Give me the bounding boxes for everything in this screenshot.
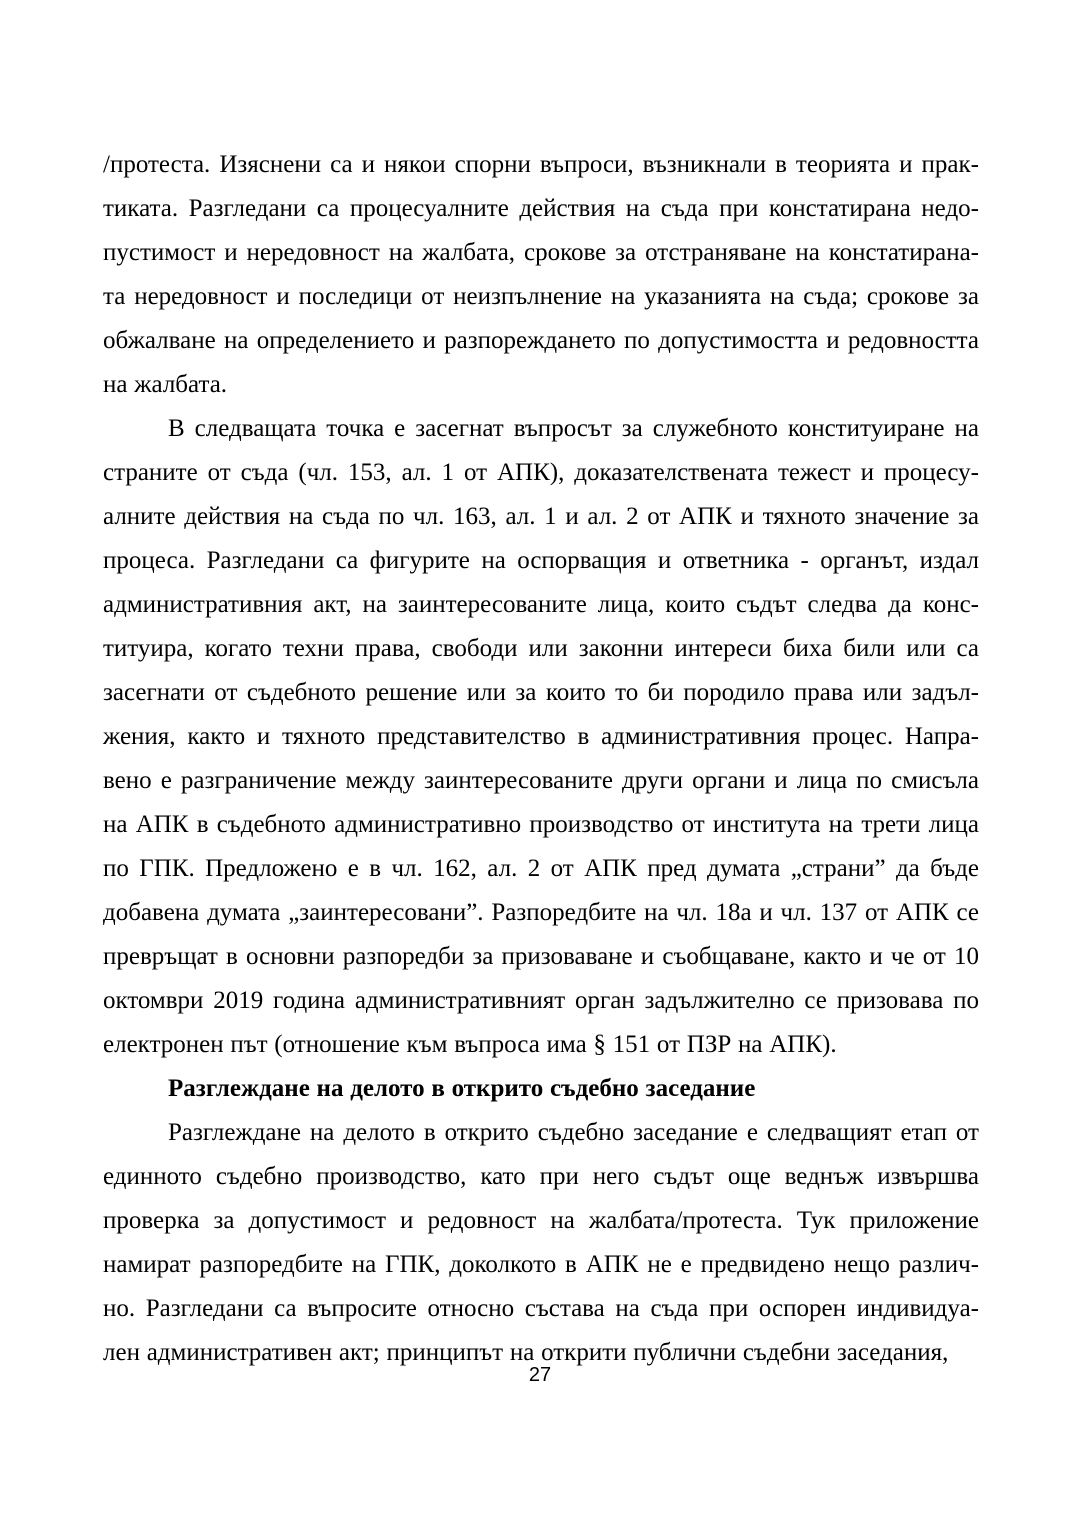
text-line: електронен път (отношение към въпроса има § 151 от ПЗР на АПК). (103, 1031, 837, 1058)
text-line: единното съдебно производство, като при него съдът още веднъж извършва (103, 1163, 979, 1190)
text-line: пустимост и нередовност на жалбата, срокове за отстраняване на констатирана- (103, 239, 979, 266)
text-line: лен административен акт; принципът на открити публични съдебни заседания, (103, 1339, 949, 1366)
text-line: намират разпоредбите на ГПК, доколкото в АПК не е предвидено нещо различ- (103, 1251, 979, 1278)
paragraph (103, 1111, 979, 1375)
section-heading: Разглеждане на делото в открито съдебно заседание (168, 1075, 756, 1102)
text-line: вено е разграничение между заинтересованите други органи и лица по смисъла (103, 767, 979, 794)
text-block (103, 143, 979, 1375)
paragraph (103, 143, 979, 407)
text-line: проверка за допустимост и редовност на жалбата/протеста. Тук приложение (103, 1207, 979, 1234)
text-line: В следващата точка е засегнат въпросът за служебното конституиране на (168, 415, 979, 442)
section (103, 1067, 979, 1111)
text-line: административния акт, на заинтересованите лица, които съдът следва да конс- (103, 591, 979, 618)
text-line: добавена думата „заинтересовани”. Разпоредбите на чл. 18а и чл. 137 от АПК се (103, 899, 979, 926)
text-line: на жалбата. (103, 371, 228, 398)
text-line: обжалване на определението и разпореждането по допустимостта и редовността (103, 327, 979, 354)
text-line: но. Разгледани са въпросите относно състава на съда при оспорен индивидуа- (103, 1295, 979, 1322)
text-line: алните действия на съда по чл. 163, ал. 1 и ал. 2 от АПК и тяхното значение за (103, 503, 979, 530)
paragraph (103, 407, 979, 1067)
text-line: по ГПК. Предложено е в чл. 162, ал. 2 от АПК пред думата „страни” да бъде (103, 855, 979, 882)
text-line: на АПК в съдебното административно производство от института на трети лица (103, 811, 979, 838)
text-line: /протеста. Изяснени са и някои спорни въпроси, възникнали в теорията и прак- (103, 151, 979, 178)
text-line: титуира, когато техни права, свободи или законни интереси биха били или са (103, 635, 979, 662)
text-line: тиката. Разгледани са процесуалните действия на съда при констатирана недо- (103, 195, 979, 222)
text-line: та нередовност и последици от неизпълнение на указанията на съда; срокове за (103, 283, 979, 310)
page-number: 27 (528, 1364, 552, 1386)
text-line: Разглеждане на делото в открито съдебно заседание е следващият етап от (168, 1119, 979, 1146)
text-line: превръщат в основни разпоредби за призоваване и съобщаване, както и че от 10 (103, 943, 979, 970)
text-line: октомври 2019 година административният орган задължително се призовава по (103, 987, 979, 1014)
text-line: засегнати от съдебното решение или за които то би породило права или задъл- (103, 679, 979, 706)
text-line: страните от съда (чл. 153, ал. 1 от АПК), доказателствената тежест и процесу- (103, 459, 979, 486)
text-line: жения, както и тяхното представителство в административния процес. Напра- (103, 723, 979, 750)
text-line: процеса. Разгледани са фигурите на оспорващия и ответника - органът, издал (103, 547, 979, 574)
